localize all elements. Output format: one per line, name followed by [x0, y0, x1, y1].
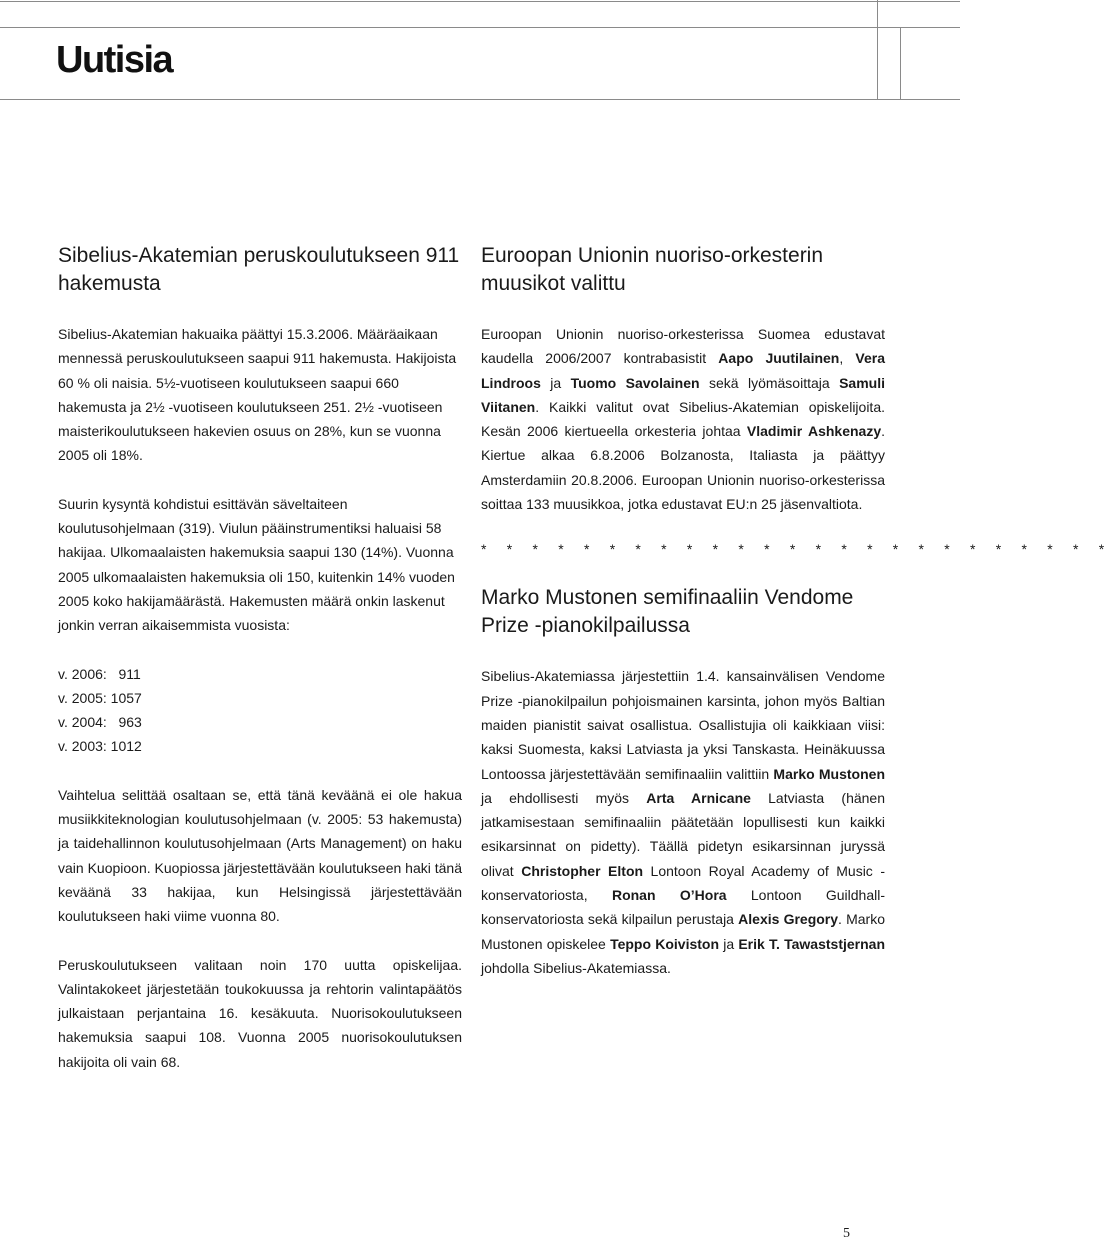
article-headline-eu-orchestra: Euroopan Unionin nuoriso-orkesterin muusikot valittu — [481, 244, 824, 295]
person-name: Aapo Juutilainen — [718, 350, 840, 367]
article-paragraph: Euroopan Unionin nuoriso-orkesterissa Suomea edustavat kaudella 2006/2007 kontrabasistit Aapo Juutilainen, Vera Lindroos ja Tuomo Savolainen sekä lyömäsoittaja Samuli Viitanen. Kaikki valitut ovat Sibelius-Akatemian opiskelijoita. Kesän 2006 kiertueella orkesteria johtaa Vladimir Ashkenazy. Kiertue alkaa 6.8.2006 Bolzanosta, Italiasta ja päättyy Amsterdamiin 20.8.2006. Euroopan Unionin nuoriso-orkesterissa soittaa 133 muusikkoa, jotka edustavat EU:n 25 jäsenvaltiota. — [481, 326, 886, 513]
list-item: v. 2006: 911 — [58, 665, 141, 682]
page-number: 5 — [843, 1226, 850, 1241]
article-paragraph: Suurin kysyntä kohdistui esittävän säveltaiteen koulutusohjelmaan (319). Viulun pääinstrumentiksi haluaisi 58 hakijaa. Ulkomaalaisten hakemuksia saapui 130 (14%). Vuonna 2005 ulkomaalaisten hakemuksia oli 150, kuitenkin 14% vuoden 2005 koko hakijamäärästä. Hakemusten määrä onkin laskenut jonkin verran aikaisemmista vuosista: — [58, 495, 455, 634]
person-name: Arta Arnicane — [646, 789, 751, 806]
list-item: v. 2004: 963 — [58, 714, 142, 731]
header-rule-upper — [0, 27, 960, 28]
section-separator: * * * * * * * * * * * * * * * * * * * * * * * * * — [481, 541, 1112, 558]
person-name: Tuomo Savolainen — [570, 374, 700, 391]
person-name: Alexis Gregory — [738, 911, 839, 928]
list-item: v. 2005: 1057 — [58, 689, 142, 706]
person-name: Vladimir Ashkenazy — [746, 423, 882, 440]
list-item: v. 2003: 1012 — [58, 738, 142, 755]
article-headline-piano-competition: Marko Mustonen semifinaaliin Vendome Prize -pianokilpailussa — [481, 586, 854, 638]
left-column — [58, 242, 462, 1074]
person-name: Marko Mustonen — [773, 765, 885, 782]
article-paragraph: Sibelius-Akatemiassa järjestettiin 1.4. kansainvälisen Vendome Prize -pianokilpailun pohjoismainen karsinta, johon myös Baltian maiden pianistit saivat osallistua. Osallistujia oli kaikkiaan viisi: kaksi Suomesta, kaksi Latviasta ja yksi Tanskasta. Heinäkuussa Lontoossa järjestettävään semifinaaliin valittiin Marko Mustonen ja ehdollisesti myös Arta Arnicane Latviasta (hänen jatkamisestaan semifinaaliin päätetään lopullisesti kun kaikki esikarsinnat on pidetty). Täällä pidetyn esikarsinnan juryssä olivat Christopher Elton Lontoon Royal Academy of Music -konservatoriosta, Ronan O’Hora Lontoon Guildhall-konservatoriosta sekä kilpailun perustaja Alexis Gregory. Marko Mustonen opiskelee Teppo Koiviston ja Erik T. Tawaststjernan johdolla Sibelius-Akatemiassa. — [481, 668, 886, 976]
application-stats-list — [58, 662, 462, 759]
right-column — [481, 242, 1112, 980]
person-name: Christopher Elton — [521, 862, 644, 879]
header-vertical-rule — [877, 0, 878, 100]
person-name: Teppo Koiviston — [610, 935, 720, 952]
article-paragraph: Peruskoulutukseen valitaan noin 170 uutta opiskelijaa. Valintakokeet järjestetään toukokuussa ja rehtorin valintapäätös julkaistaan perjantaina 16. kesäkuuta. Nuorisokoulutukseen hakemuksia saapui 108. Vuonna 2005 nuorisokoulutuksen hakijoita oli vain 68. — [58, 956, 462, 1070]
article-paragraph: Vaihtelua selittää osaltaan se, että tänä keväänä ei ole hakua musiikkiteknologian koulutusohjelmaan (v. 2005: 53 hakemusta) ja taidehallinnon koulutusohjelmaan (Arts Management) on haku vain Kuopioon. Kuopiossa järjestettävään koulutukseen haki tänä keväänä 33 hakijaa, kun Helsingissä järjestettävään koulutukseen haki viime vuonna 80. — [58, 786, 462, 925]
person-name: Samuli Viitanen — [481, 374, 885, 415]
person-name: Erik T. Tawaststjernan — [738, 935, 886, 952]
section-title: Uutisia — [56, 39, 173, 81]
person-name: Vera Lindroos — [481, 350, 886, 391]
article-paragraph: Sibelius-Akatemian hakuaika päättyi 15.3.2006. Määräaikaan mennessä peruskoulutukseen saapui 911 hakemusta. Hakijoista 60 % oli naisia. 5½-vuotiseen koulutukseen saapui 660 hakemusta ja 2½ -vuotiseen koulutukseen 251. 2½ -vuotiseen maisterikoulutukseen hakevien osuus on 28%, kun se vuonna 2005 oli 18%. — [58, 326, 457, 464]
header-rule-lower — [0, 99, 960, 100]
article-headline-applications: Sibelius-Akatemian peruskoulutukseen 911 hakemusta — [58, 244, 460, 295]
top-rule — [0, 1, 960, 2]
person-name: Ronan O’Hora — [611, 887, 727, 904]
header-vertical-rule-inner — [900, 27, 901, 100]
